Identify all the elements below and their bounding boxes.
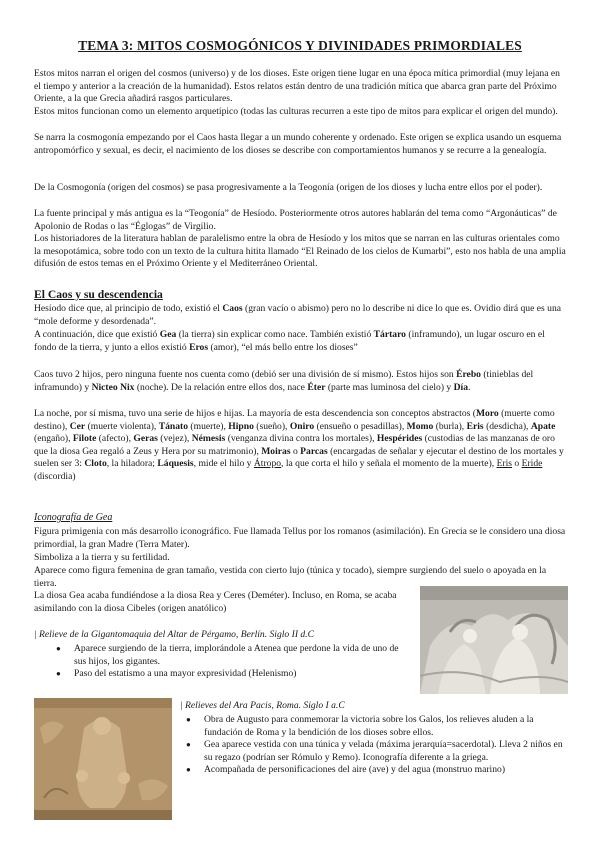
bullet-item: ● Acompañada de personificaciones del aire (ave) y del agua (monstruo marino) <box>180 764 568 777</box>
gea-paragraph-1: Figura primigenia con más desarrollo iconográfico. Fue llamada Tellus por los romanos (asimilación). En Grecia se le considero una diosa primordial, la gran Madre (Terra Mater). <box>34 526 566 550</box>
intro-paragraph-2: Estos mitos funcionan como un elemento arquetípico (todas las culturas recurren a este tipo de mitos para explicar el origen del mundo). <box>34 106 558 117</box>
pergamon-relief-drawing <box>420 586 568 694</box>
intro-paragraph-5: La fuente principal y más antigua es la “Teogonía” de Hesíodo. Posteriormente otros autores hablarán del tema como “Argonáuticas” de Apolonio de Rodas o las “Églogas” de Virgilio. <box>34 208 557 232</box>
ara-pacis-relief-drawing <box>34 698 172 820</box>
gea-paragraph-2: Simboliza a la tierra y su fertilidad. <box>34 552 170 563</box>
intro-paragraph-6: Los historiadores de la literatura hablan de paralelismo entre la obra de Hesíodo y los mitos que se narran en las culturas orientales como la mesopotámica, sobre todo con un texto de la cultura hitita llamado “El Reinado de los cielos de Kumarbi”, esto nos habla de una amplia difusión de estos temas en el Próximo Oriente y el Mediterráneo Oriental. <box>34 233 566 270</box>
ara-pacis-relief-image <box>34 698 172 820</box>
bullet-item: ● Gea aparece vestida con una túnica y velada (máxima jerarquía=sacerdotal). Lleva 2 niños en su regazo (podrían ser Rómulo y Remo). Iconografía diferente a la griega. <box>180 739 568 764</box>
caption-ara-pacis: | Relieves del Ara Pacis, Roma. Siglo I a.C <box>180 700 345 711</box>
section-heading-caos: El Caos y su descendencia <box>34 288 163 301</box>
bullet-item: ● Paso del estatismo a una mayor expresividad (Helenismo) <box>50 668 412 681</box>
caption-pergamon: | Relieve de la Gigantomaquia del Altar de Pérgamo, Berlín. Siglo II d.C <box>34 629 315 640</box>
section-heading-iconografia: Iconografía de Gea <box>34 512 113 523</box>
bullets-ara-pacis <box>180 714 568 777</box>
intro-paragraph-1: Estos mitos narran el origen del cosmos (universo) y de los dioses. Este origen tiene lugar en una época mítica primordial (muy lejana en el tiempo y anterior a la creación de la humanidad). Estos relatos están dentro de una tradición mítica que abarca gran parte del Próximo Oriente, a la que Grecia añadirá rasgos particulares. <box>34 68 560 105</box>
bullet-item: ● Aparece surgiendo de la tierra, implorándole a Atenea que perdone la vida de uno de sus hijos, los gigantes. <box>50 643 412 668</box>
intro-paragraph-3: Se narra la cosmogonía empezando por el Caos hasta llegar a un mundo coherente y ordenado. Este origen se explica usando un esquema antropomórfico y sexual, es decir, el nacimiento de los dioses se describe con comportamientos humanos y se recurre a la genealogía. <box>34 132 562 156</box>
gea-paragraph-4: La diosa Gea acaba fundiéndose a la diosa Rea y Ceres (Deméter). Incluso, en Roma, se acaba asimilando con la diosa Cibeles (origen anatólico) <box>34 590 397 614</box>
intro-paragraph-4: De la Cosmogonía (origen del cosmos) se pasa progresivamente a la Teogonía (origen de los dioses y lucha entre ellos por el poder). <box>34 182 543 193</box>
caos-paragraph-1: Hesíodo dice que, al principio de todo, existió el Caos (gran vacío o abismo) pero no lo describe ni dice lo que es. Ovidio dirá que es una “mole deforme y desordenada”. <box>34 303 562 327</box>
bullet-item: ● Obra de Augusto para conmemorar la victoria sobre los Galos, los relieves aluden a la fundación de Roma y la bendición de los dioses sobre ellos. <box>180 714 568 739</box>
document-title: TEMA 3: MITOS COSMOGÓNICOS Y DIVINIDADES PRIMORDIALES <box>78 38 522 53</box>
pergamon-relief-image <box>420 586 568 694</box>
bullets-pergamon <box>50 643 412 681</box>
caos-paragraph-2: A continuación, dice que existió Gea (la tierra) sin explicar como nace. También existió Tártaro (inframundo), un lugar oscuro en el fondo de la tierra, y junto a ellos existió Eros (amor), “el más bello entre los dioses” <box>34 329 545 353</box>
gea-paragraph-3: Aparece como figura femenina de gran tamaño, vestida con cierto lujo (túnica y tocado), siempre surgiendo del suelo o apoyada en la tierra. <box>34 565 547 589</box>
caos-paragraph-4: La noche, por sí misma, tuvo una serie de hijos e hijas. La mayoría de esta descendencia son conceptos abstractos (Moro (muerte como destino), Cer (muerte violenta), Tánato (muerte), Hipno (sueño), Oniro (ensueño o pesadillas), Momo (burla), Eris (desdicha), Apate (engaño), Filote (afecto), Geras (vejez), Némesis (venganza divina contra los mortales), Hespérides (custodias de las manzanas de oro que la diosa Gea regaló a Zeus y Hera por su matrimonio), Moiras o Parcas (encargadas de señalar y ejecutar el destino de los mortales y suelen ser 3: Cloto, la hiladora; Láquesis, mide el hilo y Átropo, la que corta el hilo y señala el momento de la muerte), Eris o Eride (discordia) <box>34 408 564 482</box>
caos-paragraph-3: Caos tuvo 2 hijos, pero ninguna fuente nos cuenta como (debió ser una división de sí mismo). Estos hijos son Érebo (tinieblas del inframundo) y Nicteo Nix (noche). De la relación entre ellos dos, nace Éter (parte mas luminosa del cielo) y Día. <box>34 369 534 393</box>
